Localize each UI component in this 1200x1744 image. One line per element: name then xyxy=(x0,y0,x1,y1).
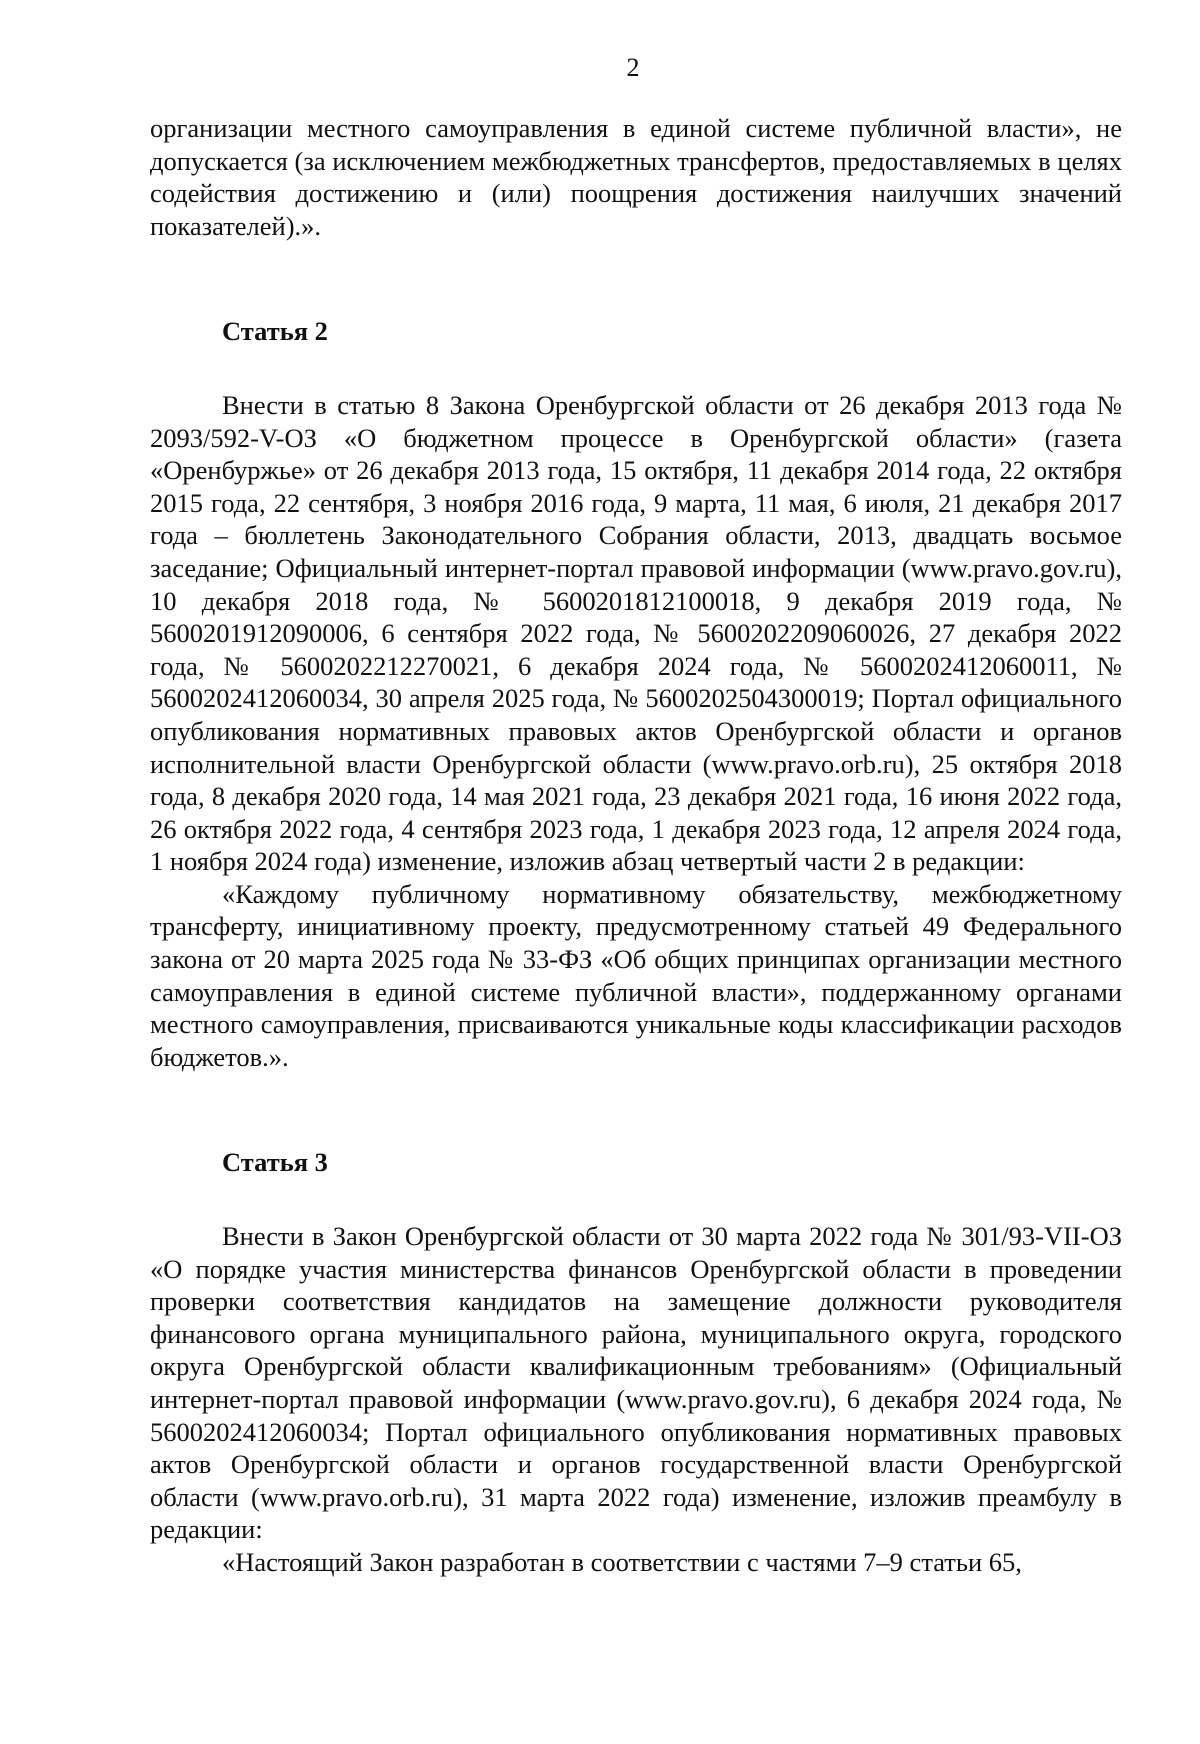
article-2-paragraph-2: «Каждому публичному нормативному обязательству, межбюджетному трансферту, инициативному проекту, предусмотренному статьей 49 Федерального закона от 20 марта 2025 года № 33-ФЗ «Об общих принципах организации местного самоуправления в единой системе публичной власти», поддержанному органами местного самоуправления, присваиваются уникальные коды классификации расходов бюджетов.». xyxy=(150,878,1122,1072)
spacer xyxy=(150,348,1122,389)
intro-paragraph: организации местного самоуправления в единой системе публичной власти», не допускается (за исключением межбюджетных трансфертов, предоставляемых в целях содействия достижению и (или) поощрения достижения наилучших значений показателей).». xyxy=(150,113,1122,241)
spacer xyxy=(150,1073,1122,1146)
article-2-heading: Статья 2 xyxy=(222,316,328,347)
article-2-paragraph-1: Внести в статью 8 Закона Оренбургской области от 26 декабря 2013 года № 2093/592-V-ОЗ «О бюджетном процессе в Оренбургской области» (газета «Оренбуржье» от 26 декабря 2013 года, 15 октября, 11 декабря 2014 года, 22 октября 2015 года, 22 сентября, 3 ноября 2016 года, 9 марта, 11 мая, 6 июля, 21 декабря 2017 года – бюллетень Законодательного Собрания области, 2013, двадцать восьмое заседание; Официальный интернет-портал правовой информации (www.pravo.gov.ru), 10 декабря 2018 года, № 5600201812100018, 9 декабря 2019 года, № 5600201912090006, 6 сентября 2022 года, № 5600202209060026, 27 декабря 2022 года, № 5600202212270021, 6 декабря 2024 года, № 5600202412060011, № 5600202412060034, 30 апреля 2025 года, № 5600202504300019; Портал официального опубликования нормативных правовых актов Оренбургской области и органов исполнительной власти Оренбургской области (www.pravo.orb.ru), 25 октября 2018 года, 8 декабря 2020 года, 14 мая 2021 года, 23 декабря 2021 года, 16 июня 2022 года, 26 октября 2022 года, 4 сентября 2023 года, 1 декабря 2023 года, 12 апреля 2024 года, 1 ноября 2024 года) изменение, изложив абзац четвертый части 2 в редакции: xyxy=(150,389,1122,877)
article-3-heading: Статья 3 xyxy=(222,1147,328,1178)
article-3-paragraph-1: Внести в Закон Оренбургской области от 30 марта 2022 года № 301/93-VII-ОЗ «О порядке участия министерства финансов Оренбургской области в проведении проверки соответствия кандидатов на замещение должности руководителя финансового органа муниципального района, муниципального округа, городского округа Оренбургской области квалификационным требованиям» (Официальный интернет-портал правовой информации (www.pravo.gov.ru), 6 декабря 2024 года, № 5600202412060034; Портал официального опубликования нормативных правовых актов Оренбургской области и органов государственной власти Оренбургской области (www.pravo.orb.ru), 31 марта 2022 года) изменение, изложив преамбулу в редакции: xyxy=(150,1221,1122,1545)
spacer xyxy=(150,242,1122,315)
page-number: 2 xyxy=(626,53,640,82)
spacer xyxy=(150,1179,1122,1220)
article-3-paragraph-2: «Настоящий Закон разработан в соответствии с частями 7–9 статьи 65, xyxy=(222,1546,1022,1577)
document-body xyxy=(150,112,1122,1579)
